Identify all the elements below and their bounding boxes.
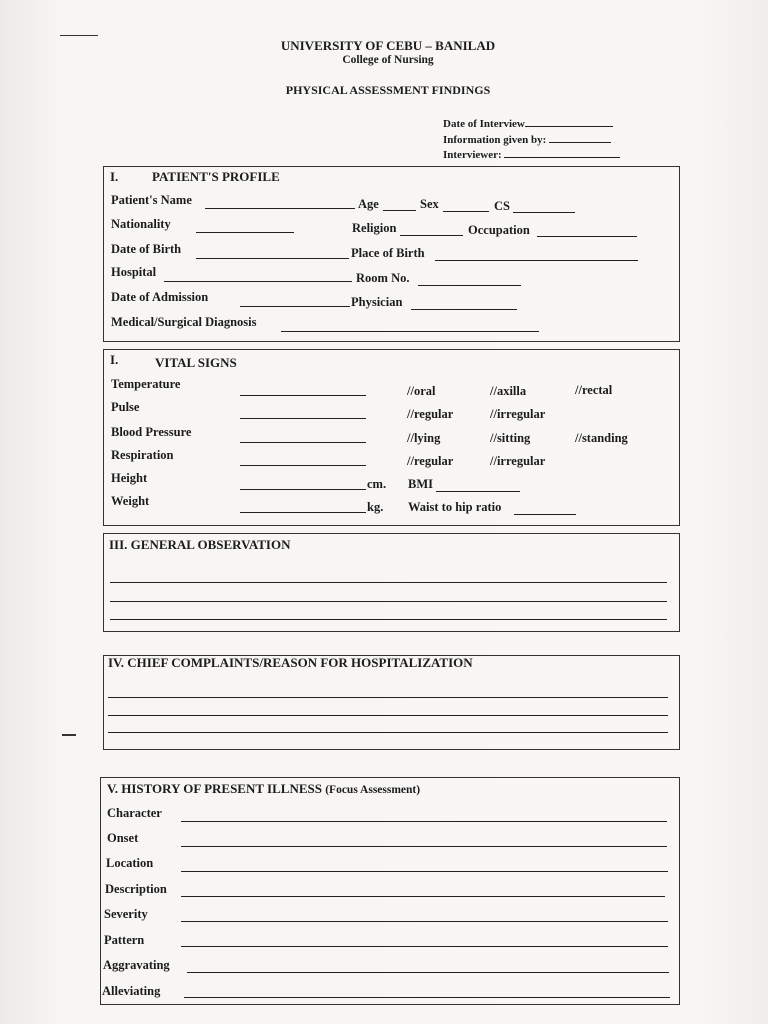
waist-to-hip-field[interactable]: [514, 514, 576, 515]
weight-field[interactable]: [240, 512, 366, 513]
patient-profile-title: PATIENT'S PROFILE: [152, 169, 280, 184]
severity-label: Severity: [104, 907, 148, 921]
description-field[interactable]: [181, 896, 665, 897]
pattern-label: Pattern: [104, 933, 145, 947]
nationality-field[interactable]: [196, 232, 294, 233]
weight-label: Weight: [111, 494, 150, 508]
temperature-label: Temperature: [111, 377, 181, 391]
diagnosis-field[interactable]: [281, 331, 539, 332]
date-of-interview-label: Date of Interview: [443, 118, 525, 130]
scan-mark: [60, 35, 98, 36]
patient-name-field[interactable]: [205, 208, 355, 209]
respiration-field[interactable]: [240, 465, 366, 466]
height-field[interactable]: [240, 489, 366, 490]
history-title: [107, 781, 420, 797]
pattern-field[interactable]: [181, 946, 668, 947]
college-name: College of Nursing: [342, 54, 434, 66]
physician-label: Physician: [351, 295, 403, 309]
pulse-irregular-option[interactable]: //irregular: [490, 407, 546, 421]
general-observation-line[interactable]: [110, 582, 667, 583]
alleviating-field[interactable]: [184, 997, 670, 998]
information-given-row: [443, 132, 611, 146]
section-number: I.: [110, 352, 119, 367]
character-label: Character: [107, 806, 162, 820]
respiration-regular-option[interactable]: //regular: [407, 454, 454, 468]
kg-unit: kg.: [367, 500, 384, 514]
room-no-field[interactable]: [418, 285, 521, 286]
information-given-field[interactable]: [549, 132, 611, 143]
interviewer-label: Interviewer:: [443, 149, 502, 161]
general-observation-title: III. GENERAL OBSERVATION: [109, 537, 291, 552]
rectal-option[interactable]: //rectal: [575, 383, 613, 397]
history-subtitle: (Focus Assessment): [325, 784, 421, 796]
date-of-interview-row: [443, 116, 613, 130]
respiration-label: Respiration: [111, 448, 174, 462]
sex-label: Sex: [420, 197, 439, 211]
height-label: Height: [111, 471, 148, 485]
description-label: Description: [105, 882, 167, 896]
pulse-regular-option[interactable]: //regular: [407, 407, 454, 421]
aggravating-label: Aggravating: [103, 958, 170, 972]
section-number: I.: [110, 169, 119, 184]
bmi-label: BMI: [408, 477, 433, 491]
respiration-irregular-option[interactable]: //irregular: [490, 454, 546, 468]
date-of-birth-field[interactable]: [196, 258, 349, 259]
sex-field[interactable]: [443, 211, 489, 212]
blood-pressure-label: Blood Pressure: [111, 425, 192, 439]
religion-field[interactable]: [400, 235, 463, 236]
date-of-birth-label: Date of Birth: [111, 242, 182, 256]
alleviating-label: Alleviating: [102, 984, 161, 998]
patient-name-label: Patient's Name: [111, 193, 192, 207]
vital-signs-title: VITAL SIGNS: [155, 355, 237, 370]
general-observation-line[interactable]: [110, 619, 667, 620]
cs-field[interactable]: [513, 212, 575, 213]
temperature-field[interactable]: [240, 395, 366, 396]
general-observation-line[interactable]: [110, 601, 667, 602]
chief-complaints-line[interactable]: [108, 732, 668, 733]
nationality-label: Nationality: [111, 217, 171, 231]
hospital-label: Hospital: [111, 265, 157, 279]
severity-field[interactable]: [181, 921, 668, 922]
cm-unit: cm.: [367, 477, 387, 491]
place-of-birth-label: Place of Birth: [351, 246, 425, 260]
history-section: [100, 777, 680, 1005]
interviewer-row: [443, 147, 620, 161]
room-no-label: Room No.: [356, 271, 410, 285]
location-field[interactable]: [181, 871, 668, 872]
onset-label: Onset: [107, 831, 139, 845]
chief-complaints-line[interactable]: [108, 715, 668, 716]
pulse-field[interactable]: [240, 418, 366, 419]
occupation-label: Occupation: [468, 223, 530, 237]
age-field[interactable]: [383, 210, 416, 211]
cs-label: CS: [494, 199, 510, 213]
waist-to-hip-label: Waist to hip ratio: [408, 500, 502, 514]
history-title-text: V. HISTORY OF PRESENT ILLNESS: [107, 781, 322, 796]
axilla-option[interactable]: //axilla: [490, 384, 527, 398]
hospital-field[interactable]: [164, 281, 352, 282]
date-of-interview-field[interactable]: [525, 116, 613, 127]
information-given-label: Information given by:: [443, 134, 547, 146]
chief-complaints-title: IV. CHIEF COMPLAINTS/REASON FOR HOSPITALIZATION: [108, 655, 473, 670]
interviewer-field[interactable]: [504, 147, 620, 158]
aggravating-field[interactable]: [187, 972, 669, 973]
age-label: Age: [358, 197, 379, 211]
oral-option[interactable]: //oral: [407, 384, 436, 398]
sitting-option[interactable]: //sitting: [490, 431, 531, 445]
diagnosis-label: Medical/Surgical Diagnosis: [111, 315, 257, 329]
scan-mark: [62, 734, 76, 736]
location-label: Location: [106, 856, 154, 870]
form-title: PHYSICAL ASSESSMENT FINDINGS: [285, 83, 491, 97]
blood-pressure-field[interactable]: [240, 442, 366, 443]
occupation-field[interactable]: [537, 236, 637, 237]
date-of-admission-field[interactable]: [240, 306, 350, 307]
pulse-label: Pulse: [111, 400, 140, 414]
university-name: UNIVERSITY OF CEBU – BANILAD: [280, 38, 496, 53]
physician-field[interactable]: [411, 309, 517, 310]
character-field[interactable]: [181, 821, 667, 822]
lying-option[interactable]: //lying: [407, 431, 441, 445]
religion-label: Religion: [352, 221, 397, 235]
chief-complaints-line[interactable]: [108, 697, 668, 698]
onset-field[interactable]: [181, 846, 667, 847]
bmi-field[interactable]: [436, 491, 520, 492]
standing-option[interactable]: //standing: [575, 431, 628, 445]
place-of-birth-field[interactable]: [435, 260, 638, 261]
date-of-admission-label: Date of Admission: [111, 290, 209, 304]
